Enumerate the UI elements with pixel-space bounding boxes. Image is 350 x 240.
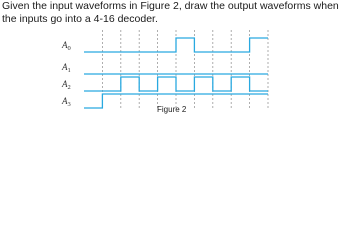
- signal-label: $A_0$: [62, 40, 71, 52]
- signal-waveforms: [84, 38, 268, 108]
- signal-label: $A_2$: [62, 79, 71, 91]
- figure-caption: Figure 2: [157, 105, 187, 114]
- question-text: Given the input waveforms in Figure 2, draw the output waveforms when the inputs go into a 4-16 decoder.: [2, 0, 339, 25]
- waveform-a2: [84, 77, 268, 91]
- signal-labels: [61, 40, 71, 108]
- time-gridlines: [102, 30, 268, 110]
- signal-label: $A_1$: [62, 62, 71, 74]
- waveform-a0: [84, 38, 268, 52]
- signal-label: $A_3$: [62, 96, 71, 108]
